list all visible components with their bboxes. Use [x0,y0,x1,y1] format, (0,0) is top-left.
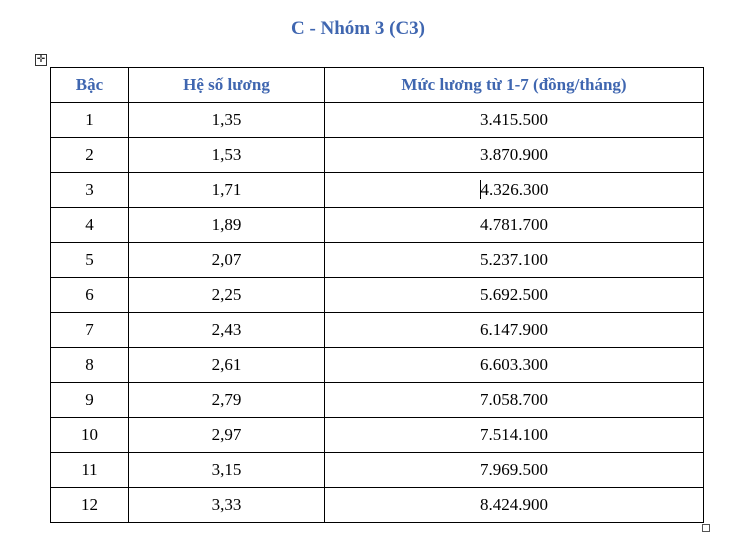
cell-coefficient-text: 2,43 [211,320,242,339]
cell-salary[interactable] [325,278,704,313]
cell-salary[interactable] [325,313,704,348]
table-move-handle-icon[interactable]: ✛ [36,54,46,65]
header-salary: Mức lương từ 1-7 (đồng/tháng) [325,68,704,103]
cell-grade-text: 6 [85,285,94,304]
cell-salary[interactable] [325,488,704,523]
cell-coefficient[interactable] [129,208,325,243]
page-title: C - Nhóm 3 (C3) [290,18,426,39]
cell-salary-text: 3.870.900 [480,145,548,164]
cell-coefficient-text: 3,15 [211,460,242,479]
cell-coefficient[interactable] [129,278,325,313]
cell-grade[interactable] [51,453,129,488]
cell-salary-text: 7.969.500 [480,460,548,479]
cell-grade[interactable] [51,418,129,453]
cell-grade[interactable] [51,313,129,348]
header-coefficient: Hệ số lương [129,68,325,103]
cell-salary[interactable] [325,243,704,278]
cell-grade-text: 10 [81,425,98,444]
cell-salary[interactable] [325,208,704,243]
header-grade: Bậc [51,68,129,103]
table-header-row [51,68,704,103]
cell-coefficient[interactable] [129,488,325,523]
cell-coefficient[interactable] [129,348,325,383]
cell-grade-text: 7 [85,320,94,339]
cell-grade-text: 11 [81,460,98,479]
cell-coefficient[interactable] [129,138,325,173]
cell-salary-text: 8.424.900 [480,495,548,514]
table-row [51,243,704,278]
cell-grade-text: 2 [85,145,94,164]
cell-grade-text: 9 [85,390,94,409]
table-row [51,313,704,348]
cell-grade[interactable] [51,278,129,313]
cell-grade[interactable] [51,138,129,173]
cell-grade[interactable] [51,103,129,138]
table-body [51,103,704,523]
cell-salary-text: 5.692.500 [480,285,548,304]
cell-grade[interactable] [51,243,129,278]
table-row [51,208,704,243]
cell-salary-text: 7.514.100 [480,425,548,444]
cell-grade-text: 4 [85,215,94,234]
cell-grade-text: 12 [81,495,98,514]
cell-coefficient-text: 2,79 [211,390,242,409]
cell-grade[interactable] [51,488,129,523]
cell-salary-text: 4.326.300 [480,180,549,199]
cell-coefficient[interactable] [129,173,325,208]
cell-salary-text: 4.781.700 [480,215,548,234]
cell-coefficient-text: 2,25 [211,285,242,304]
cell-salary[interactable] [325,418,704,453]
cell-salary[interactable] [325,138,704,173]
cell-grade-text: 8 [85,355,94,374]
cell-coefficient[interactable] [129,383,325,418]
cell-salary[interactable] [325,103,704,138]
table-row [51,418,704,453]
cell-salary-text: 6.603.300 [480,355,548,374]
table-row [51,453,704,488]
cell-grade-text: 3 [85,180,94,199]
table-row [51,488,704,523]
cell-salary[interactable] [325,453,704,488]
cell-salary[interactable] [325,383,704,418]
cell-coefficient[interactable] [129,418,325,453]
cell-coefficient[interactable] [129,313,325,348]
cell-coefficient-text: 1,89 [211,215,242,234]
cell-salary-text: 3.415.500 [480,110,548,129]
cell-grade[interactable] [51,173,129,208]
cell-salary-text: 5.237.100 [480,250,548,269]
cell-coefficient[interactable] [129,103,325,138]
cell-salary-text: 6.147.900 [480,320,548,339]
table-row [51,278,704,313]
table-row [51,138,704,173]
cell-coefficient[interactable] [129,453,325,488]
cell-grade[interactable] [51,348,129,383]
table-row [51,383,704,418]
cell-salary-text: 7.058.700 [480,390,548,409]
table-row [51,348,704,383]
cell-coefficient-text: 1,53 [211,145,242,164]
cell-coefficient[interactable] [129,243,325,278]
cell-grade[interactable] [51,383,129,418]
cell-grade-text: 5 [85,250,94,269]
cell-coefficient-text: 2,07 [211,250,242,269]
salary-table [50,67,704,523]
cell-coefficient-text: 1,35 [211,110,242,129]
table-row [51,103,704,138]
table-row [51,173,704,208]
cell-coefficient-text: 1,71 [211,180,242,199]
cell-grade-text: 1 [85,110,94,129]
cell-coefficient-text: 2,61 [211,355,242,374]
cell-grade[interactable] [51,208,129,243]
cell-coefficient-text: 3,33 [211,495,242,514]
table-resize-handle-icon[interactable] [702,524,710,532]
cell-salary[interactable] [325,348,704,383]
cell-coefficient-text: 2,97 [211,425,242,444]
cell-salary[interactable] [325,173,704,208]
